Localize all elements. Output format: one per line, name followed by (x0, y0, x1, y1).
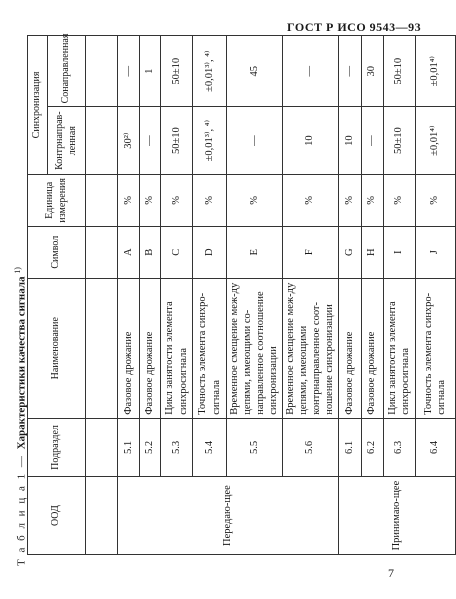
table-row (338, 36, 361, 555)
unit-cell: % (161, 174, 193, 226)
name-cell: Цикл занятости элемента синхросигнала (383, 278, 415, 418)
name-cell: Фазовое дрожание (361, 278, 383, 418)
caption-prefix: Т а б л и ц а 1 — (15, 449, 28, 566)
unit-cell: % (118, 174, 140, 226)
table-row (415, 36, 455, 555)
header-ood: ООД (28, 477, 86, 555)
name-cell: Фазовое дрожание (338, 278, 361, 418)
page-header: ГОСТ Р ИСО 9543—93 (287, 20, 422, 34)
co-cell: — (282, 36, 338, 107)
table-row (193, 36, 227, 555)
table-row (118, 36, 140, 555)
name-cell: Точность элемента синхро-сигнала (193, 278, 227, 418)
symbol-cell: F (282, 226, 338, 278)
header-co: Сонаправленная (48, 36, 86, 107)
table-row (361, 36, 383, 555)
unit-cell: % (361, 174, 383, 226)
contra-cell: — (140, 107, 161, 174)
symbol-cell: C (161, 226, 193, 278)
ood-cell: Передаю-щее (118, 477, 339, 555)
header-unit: Единица измерения (28, 174, 86, 226)
symbol-cell: G (338, 226, 361, 278)
subsection-cell: 5.1 (118, 418, 140, 476)
spacer-row (86, 36, 118, 555)
contra-cell: 10 (338, 107, 361, 174)
page-number: 7 (388, 566, 394, 580)
symbol-cell: A (118, 226, 140, 278)
name-cell: Фазовое дрожание (118, 278, 140, 418)
symbol-cell: I (383, 226, 415, 278)
subsection-cell: 5.3 (161, 418, 193, 476)
caption-title: Характеристики качества сигнала (15, 276, 28, 450)
table-row (140, 36, 161, 555)
subsection-cell: 5.2 (140, 418, 161, 476)
unit-cell: % (193, 174, 227, 226)
symbol-cell: B (140, 226, 161, 278)
signal-quality-table-wrapper (27, 33, 447, 555)
subsection-cell: 6.1 (338, 418, 361, 476)
unit-cell: % (140, 174, 161, 226)
caption-footnote-mark: 1) (13, 267, 22, 274)
header-row (28, 36, 48, 555)
name-cell: Временное смещение меж-ду цепями, имеющими контрнаправленное соот-ношение синхронизации (282, 278, 338, 418)
co-cell: 50±10 (383, 36, 415, 107)
contra-cell: 10 (282, 107, 338, 174)
subsection-cell: 6.2 (361, 418, 383, 476)
subsection-cell: 6.3 (383, 418, 415, 476)
unit-cell: % (415, 174, 455, 226)
symbol-cell: E (227, 226, 283, 278)
table-row (282, 36, 338, 555)
co-cell: — (118, 36, 140, 107)
signal-quality-table (27, 35, 456, 555)
header-subsection: Подраздел (28, 418, 86, 476)
name-cell: Временное смещение меж-ду цепями, имеющими со-направленное соотношение синхронизации (227, 278, 283, 418)
contra-cell: 50±10 (161, 107, 193, 174)
contra-cell: — (227, 107, 283, 174)
contra-cell: ±0,01³⁾, ⁴⁾ (193, 107, 227, 174)
contra-cell: ±0,01⁴⁾ (415, 107, 455, 174)
subsection-cell: 5.5 (227, 418, 283, 476)
name-cell: Точность элемента синхро-сигнала (415, 278, 455, 418)
subsection-cell: 5.4 (193, 418, 227, 476)
symbol-cell: D (193, 226, 227, 278)
unit-cell: % (383, 174, 415, 226)
unit-cell: % (282, 174, 338, 226)
co-cell: 45 (227, 36, 283, 107)
table-row (161, 36, 193, 555)
co-cell: — (338, 36, 361, 107)
co-cell: 50±10 (161, 36, 193, 107)
header-contra: Контрнаправ-ленная (48, 107, 86, 174)
contra-cell: — (361, 107, 383, 174)
table-row (227, 36, 283, 555)
symbol-cell: H (361, 226, 383, 278)
co-cell: ±0,01⁴⁾ (415, 36, 455, 107)
co-cell: ±0,01³⁾, ⁴⁾ (193, 36, 227, 107)
header-symbol: Символ (28, 226, 86, 278)
table-caption (13, 267, 28, 566)
symbol-cell: J (415, 226, 455, 278)
header-name: Наименование (28, 278, 86, 418)
header-sync: Синхронизация (28, 36, 48, 175)
contra-cell: 50±10 (383, 107, 415, 174)
unit-cell: % (338, 174, 361, 226)
subsection-cell: 6.4 (415, 418, 455, 476)
unit-cell: % (227, 174, 283, 226)
subsection-cell: 5.6 (282, 418, 338, 476)
table-row (383, 36, 415, 555)
co-cell: 1 (140, 36, 161, 107)
name-cell: Фазовое дрожание (140, 278, 161, 418)
contra-cell: 30²⁾ (118, 107, 140, 174)
co-cell: 30 (361, 36, 383, 107)
name-cell: Цикл занятости элемента синхросигнала (161, 278, 193, 418)
ood-cell: Принимаю-щее (338, 477, 455, 555)
